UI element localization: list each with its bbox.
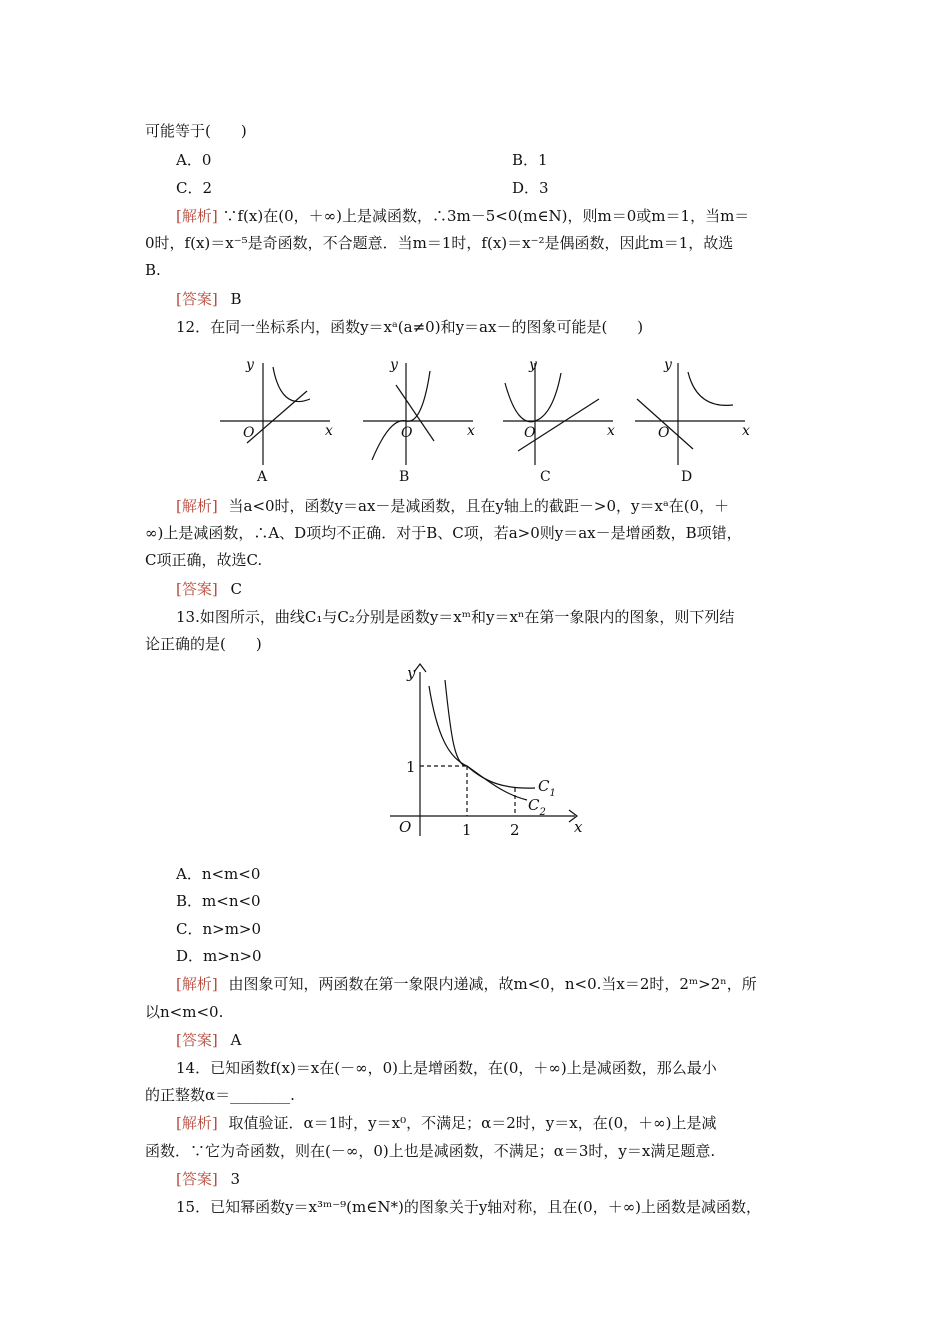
svg-text:y: y bbox=[390, 357, 398, 373]
label-c2: $C_2$ bbox=[528, 796, 546, 818]
label-c1: $C_1$ bbox=[538, 777, 556, 799]
svg-text:x: x bbox=[574, 818, 583, 836]
q11-option-d: D．3 bbox=[512, 179, 549, 197]
q11-option-a: A．0 bbox=[176, 151, 212, 169]
q12-analysis-line-2: ∞)上是减函数，∴A、D项均不正确．对于B、C项，若a>0则y＝ax－是增函数，B项错， bbox=[145, 524, 742, 542]
q12-analysis-line-3: C项正确，故选C. bbox=[145, 551, 263, 569]
graph-d-label: D bbox=[681, 469, 693, 485]
graph-a-label: A bbox=[257, 469, 268, 485]
graph-d bbox=[635, 363, 745, 465]
q11-analysis-line-3: B. bbox=[145, 261, 161, 279]
q13-option-b: B．m<n<0 bbox=[176, 892, 261, 910]
q11-analysis-line-1: [解析] ∵f(x)在(0，＋∞)上是减函数，∴3m－5<0(m∈N)，则m＝0或m＝1，当m＝ bbox=[176, 207, 750, 225]
q14-stem-line-2: 的正整数α＝________. bbox=[145, 1086, 295, 1104]
q13-curves-figure bbox=[385, 658, 600, 843]
graph-c bbox=[503, 363, 613, 465]
graph-b bbox=[363, 363, 473, 465]
svg-text:O: O bbox=[399, 818, 412, 836]
q13-answer: [答案] A bbox=[176, 1031, 242, 1049]
q12-stem: 12．在同一坐标系内，函数y＝xᵃ(a≠0)和y＝ax－的图象可能是( ) bbox=[176, 318, 644, 336]
q14-stem-line-1: 14．已知函数f(x)＝x在(－∞，0)上是增函数，在(0，＋∞)上是减函数，那么最小 bbox=[176, 1059, 717, 1077]
q13-option-d: D．m>n>0 bbox=[176, 947, 262, 965]
svg-text:x: x bbox=[742, 423, 750, 439]
analysis-tag: [解析] bbox=[176, 207, 218, 225]
q14-answer: [答案] 3 bbox=[176, 1170, 241, 1188]
svg-text:O: O bbox=[243, 425, 255, 441]
graph-a-y-label: y bbox=[246, 357, 254, 373]
q14-analysis-line-1: [解析] 取值验证．α＝1时，y＝x⁰，不满足；α＝2时，y＝x，在(0，＋∞)上是减 bbox=[176, 1114, 717, 1132]
q12-answer: [答案] C bbox=[176, 580, 242, 598]
q11-answer: [答案] B bbox=[176, 290, 242, 308]
q13-analysis-line-1: [解析] 由图象可知，两函数在第一象限内递减，故m<0，n<0.当x＝2时，2ᵐ>2ⁿ，所 bbox=[176, 975, 757, 993]
svg-text:2: 2 bbox=[510, 821, 520, 839]
svg-text:y: y bbox=[529, 357, 537, 373]
q13-analysis-line-2: 以n<m<0. bbox=[145, 1003, 224, 1021]
svg-text:x: x bbox=[467, 423, 475, 439]
svg-text:y: y bbox=[407, 664, 416, 682]
q13-option-a: A．n<m<0 bbox=[176, 865, 261, 883]
svg-text:1: 1 bbox=[462, 821, 472, 839]
svg-text:O: O bbox=[524, 425, 536, 441]
svg-text:y: y bbox=[664, 357, 672, 373]
q13-option-c: C．n>m>0 bbox=[176, 920, 262, 938]
q13-stem-line-1: 13.如图所示，曲线C₁与C₂分别是函数y＝xᵐ和y＝xⁿ在第一象限内的图象，则下列结 bbox=[176, 608, 735, 626]
svg-text:O: O bbox=[401, 425, 413, 441]
q11-option-b: B．1 bbox=[512, 151, 548, 169]
graph-a bbox=[220, 363, 330, 465]
q11-analysis-line-2: 0时，f(x)＝x⁻⁵是奇函数，不合题意．当m＝1时，f(x)＝x⁻²是偶函数，因此m＝1，故选 bbox=[145, 234, 734, 252]
graph-b-label: B bbox=[399, 469, 410, 485]
q13-stem-line-2: 论正确的是( ) bbox=[145, 635, 262, 653]
curve-c2 bbox=[429, 686, 527, 800]
svg-text:O: O bbox=[658, 425, 670, 441]
q12-graphs-figure bbox=[215, 355, 770, 490]
svg-text:1: 1 bbox=[406, 758, 416, 776]
graph-c-label: C bbox=[540, 469, 551, 485]
svg-text:x: x bbox=[607, 423, 615, 439]
answer-tag: [答案] bbox=[176, 290, 218, 308]
q15-stem-line-1: 15．已知幂函数y＝x³ᵐ⁻⁹(m∈N*)的图象关于y轴对称，且在(0，＋∞)上函数是减函数， bbox=[176, 1198, 762, 1216]
svg-text:x: x bbox=[325, 423, 333, 439]
q12-analysis-line-1: [解析] 当a<0时，函数y＝ax－是减函数，且在y轴上的截距－>0，y＝xᵃ在(0，＋ bbox=[176, 497, 730, 515]
curve-c1 bbox=[445, 680, 535, 788]
q14-analysis-line-2: 函数．∵它为奇函数，则在(－∞，0)上也是减函数，不满足；α＝3时，y＝x满足题意. bbox=[145, 1142, 716, 1160]
q11-stem-end: 可能等于( ) bbox=[145, 122, 247, 140]
q11-option-c: C．2 bbox=[176, 179, 213, 197]
